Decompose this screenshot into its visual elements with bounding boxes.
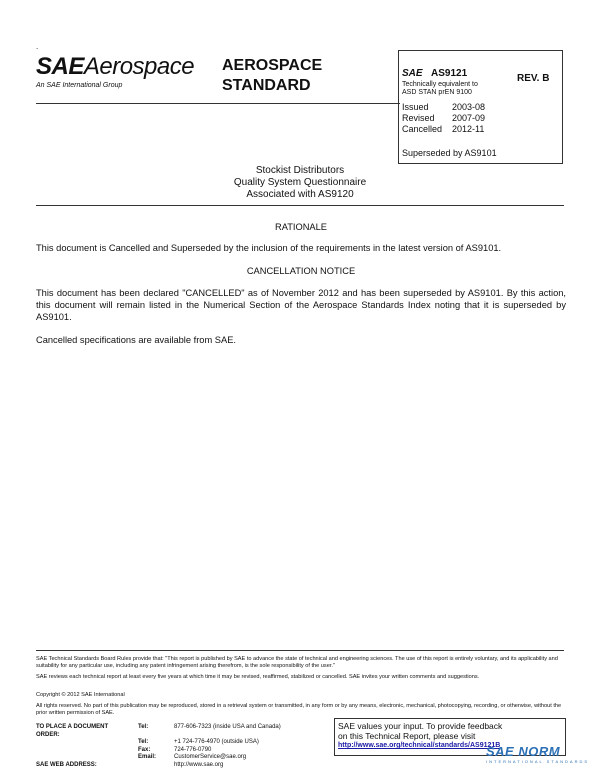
superseded-note: Superseded by AS9101 — [402, 148, 497, 158]
email-link[interactable]: CustomerService@sae.org — [174, 754, 247, 761]
order-contact-block — [36, 724, 287, 770]
fax-label: Fax: — [138, 746, 151, 753]
info-box-bottom-border — [398, 163, 563, 164]
rationale-heading: RATIONALE — [274, 222, 327, 232]
web-label: SAE WEB ADDRESS: — [36, 761, 97, 768]
date-value: 2007-09 — [452, 113, 486, 123]
doc-title-line-2: Quality System Questionnaire — [233, 177, 367, 188]
standard-type-title — [222, 56, 322, 96]
watermark-subtext: INTERNATIONAL STANDARDS — [486, 759, 590, 764]
cancellation-text: This document has been declared "CANCELLED" as of November 2012 and has been superseded by AS9101. By this action, this document will remain listed in the Numerical Section of the Aerospace Standards Index noting that it is superseded by AS9101. — [36, 288, 566, 322]
document-title — [200, 165, 400, 201]
date-value: 2012-11 — [452, 124, 485, 134]
date-row — [402, 124, 495, 135]
logo-brand-bold: SAE — [36, 53, 84, 80]
logo-tagline: An SAE International Group — [36, 82, 123, 89]
review-note: SAE reviews each technical report at least every five years at which time it may be revised, reaffirmed, stabilized or cancelled. SAE invites your written comments and suggestions. — [36, 674, 480, 680]
document-number: AS9121 — [431, 68, 468, 79]
sae-norm-watermark — [486, 744, 589, 764]
date-table — [402, 102, 495, 135]
fax-value: 724-776-0790 — [174, 746, 212, 753]
date-label: Revised — [402, 113, 435, 123]
title-line-1: AEROSPACE — [222, 57, 323, 74]
email-label: Email: — [138, 754, 157, 761]
info-box-top-border — [398, 50, 563, 51]
info-box-left-border — [398, 50, 399, 164]
sae-mark: SAE — [402, 68, 423, 79]
board-rules-note: SAE Technical Standards Board Rules provide that: "This report is published by SAE to advance the state of technical and engineering sciences. The use of this report is entirely voluntary, and its applicability and suitability for any particular use, including any patent infringement arising therefrom, is the sole responsibility of the user." — [36, 656, 558, 669]
copyright-note: Copyright © 2012 SAE International — [36, 692, 125, 698]
web-link[interactable]: http://www.sae.org — [174, 761, 224, 768]
cancellation-heading: CANCELLATION NOTICE — [246, 266, 356, 276]
feedback-line-1: SAE values your input. To provide feedback — [338, 721, 503, 731]
header-divider — [36, 103, 400, 104]
order-label: TO PLACE A DOCUMENT ORDER: — [36, 724, 109, 738]
date-row — [402, 102, 495, 113]
equivalence-note — [402, 81, 512, 97]
title-line-2: STANDARD — [222, 77, 311, 94]
date-label: Issued — [402, 102, 429, 112]
equivalence-line-1: Technically equivalent to — [402, 81, 478, 88]
equivalence-line-2: ASD STAN prEN 9100 — [402, 89, 472, 96]
feedback-line-2: on this Technical Report, please visit — [338, 731, 476, 741]
rights-note: All rights reserved. No part of this publication may be reproduced, stored in a retrieval system or transmitted, in any form or by any means, electronic, mechanical, photocopying, recording, or otherwise, without the prior written permission of SAE. — [36, 703, 562, 716]
date-value: 2003-08 — [452, 102, 486, 112]
doc-title-line-3: Associated with AS9120 — [246, 189, 354, 200]
tel-label: Tel: — [138, 724, 149, 730]
revision-label: REV. B — [517, 73, 550, 84]
footer-divider — [36, 650, 564, 651]
date-row — [402, 113, 495, 124]
sae-aerospace-logo — [36, 55, 196, 89]
info-box-right-border — [562, 50, 563, 164]
tel2-label: Tel: — [138, 739, 149, 746]
date-label: Cancelled — [402, 124, 443, 134]
rationale-text: This document is Cancelled and Superseded by the inclusion of the requirements in the latest version of AS9101. — [36, 243, 502, 253]
doc-title-line-1: Stockist Distributors — [255, 165, 345, 176]
logo-wordmark — [36, 55, 196, 79]
tel-value: 877-606-7323 (inside USA and Canada) — [174, 724, 281, 730]
watermark-text: SAE NORM — [486, 744, 561, 759]
feedback-link[interactable]: http://www.sae.org/technical/standards/AS9121B — [338, 742, 501, 749]
stray-mark: . — [36, 42, 39, 51]
title-divider — [36, 205, 564, 206]
tel2-value: +1 724-776-4970 (outside USA) — [174, 739, 259, 746]
availability-text: Cancelled specifications are available from SAE. — [36, 335, 236, 345]
logo-brand-rest: Aerospace — [83, 53, 195, 80]
